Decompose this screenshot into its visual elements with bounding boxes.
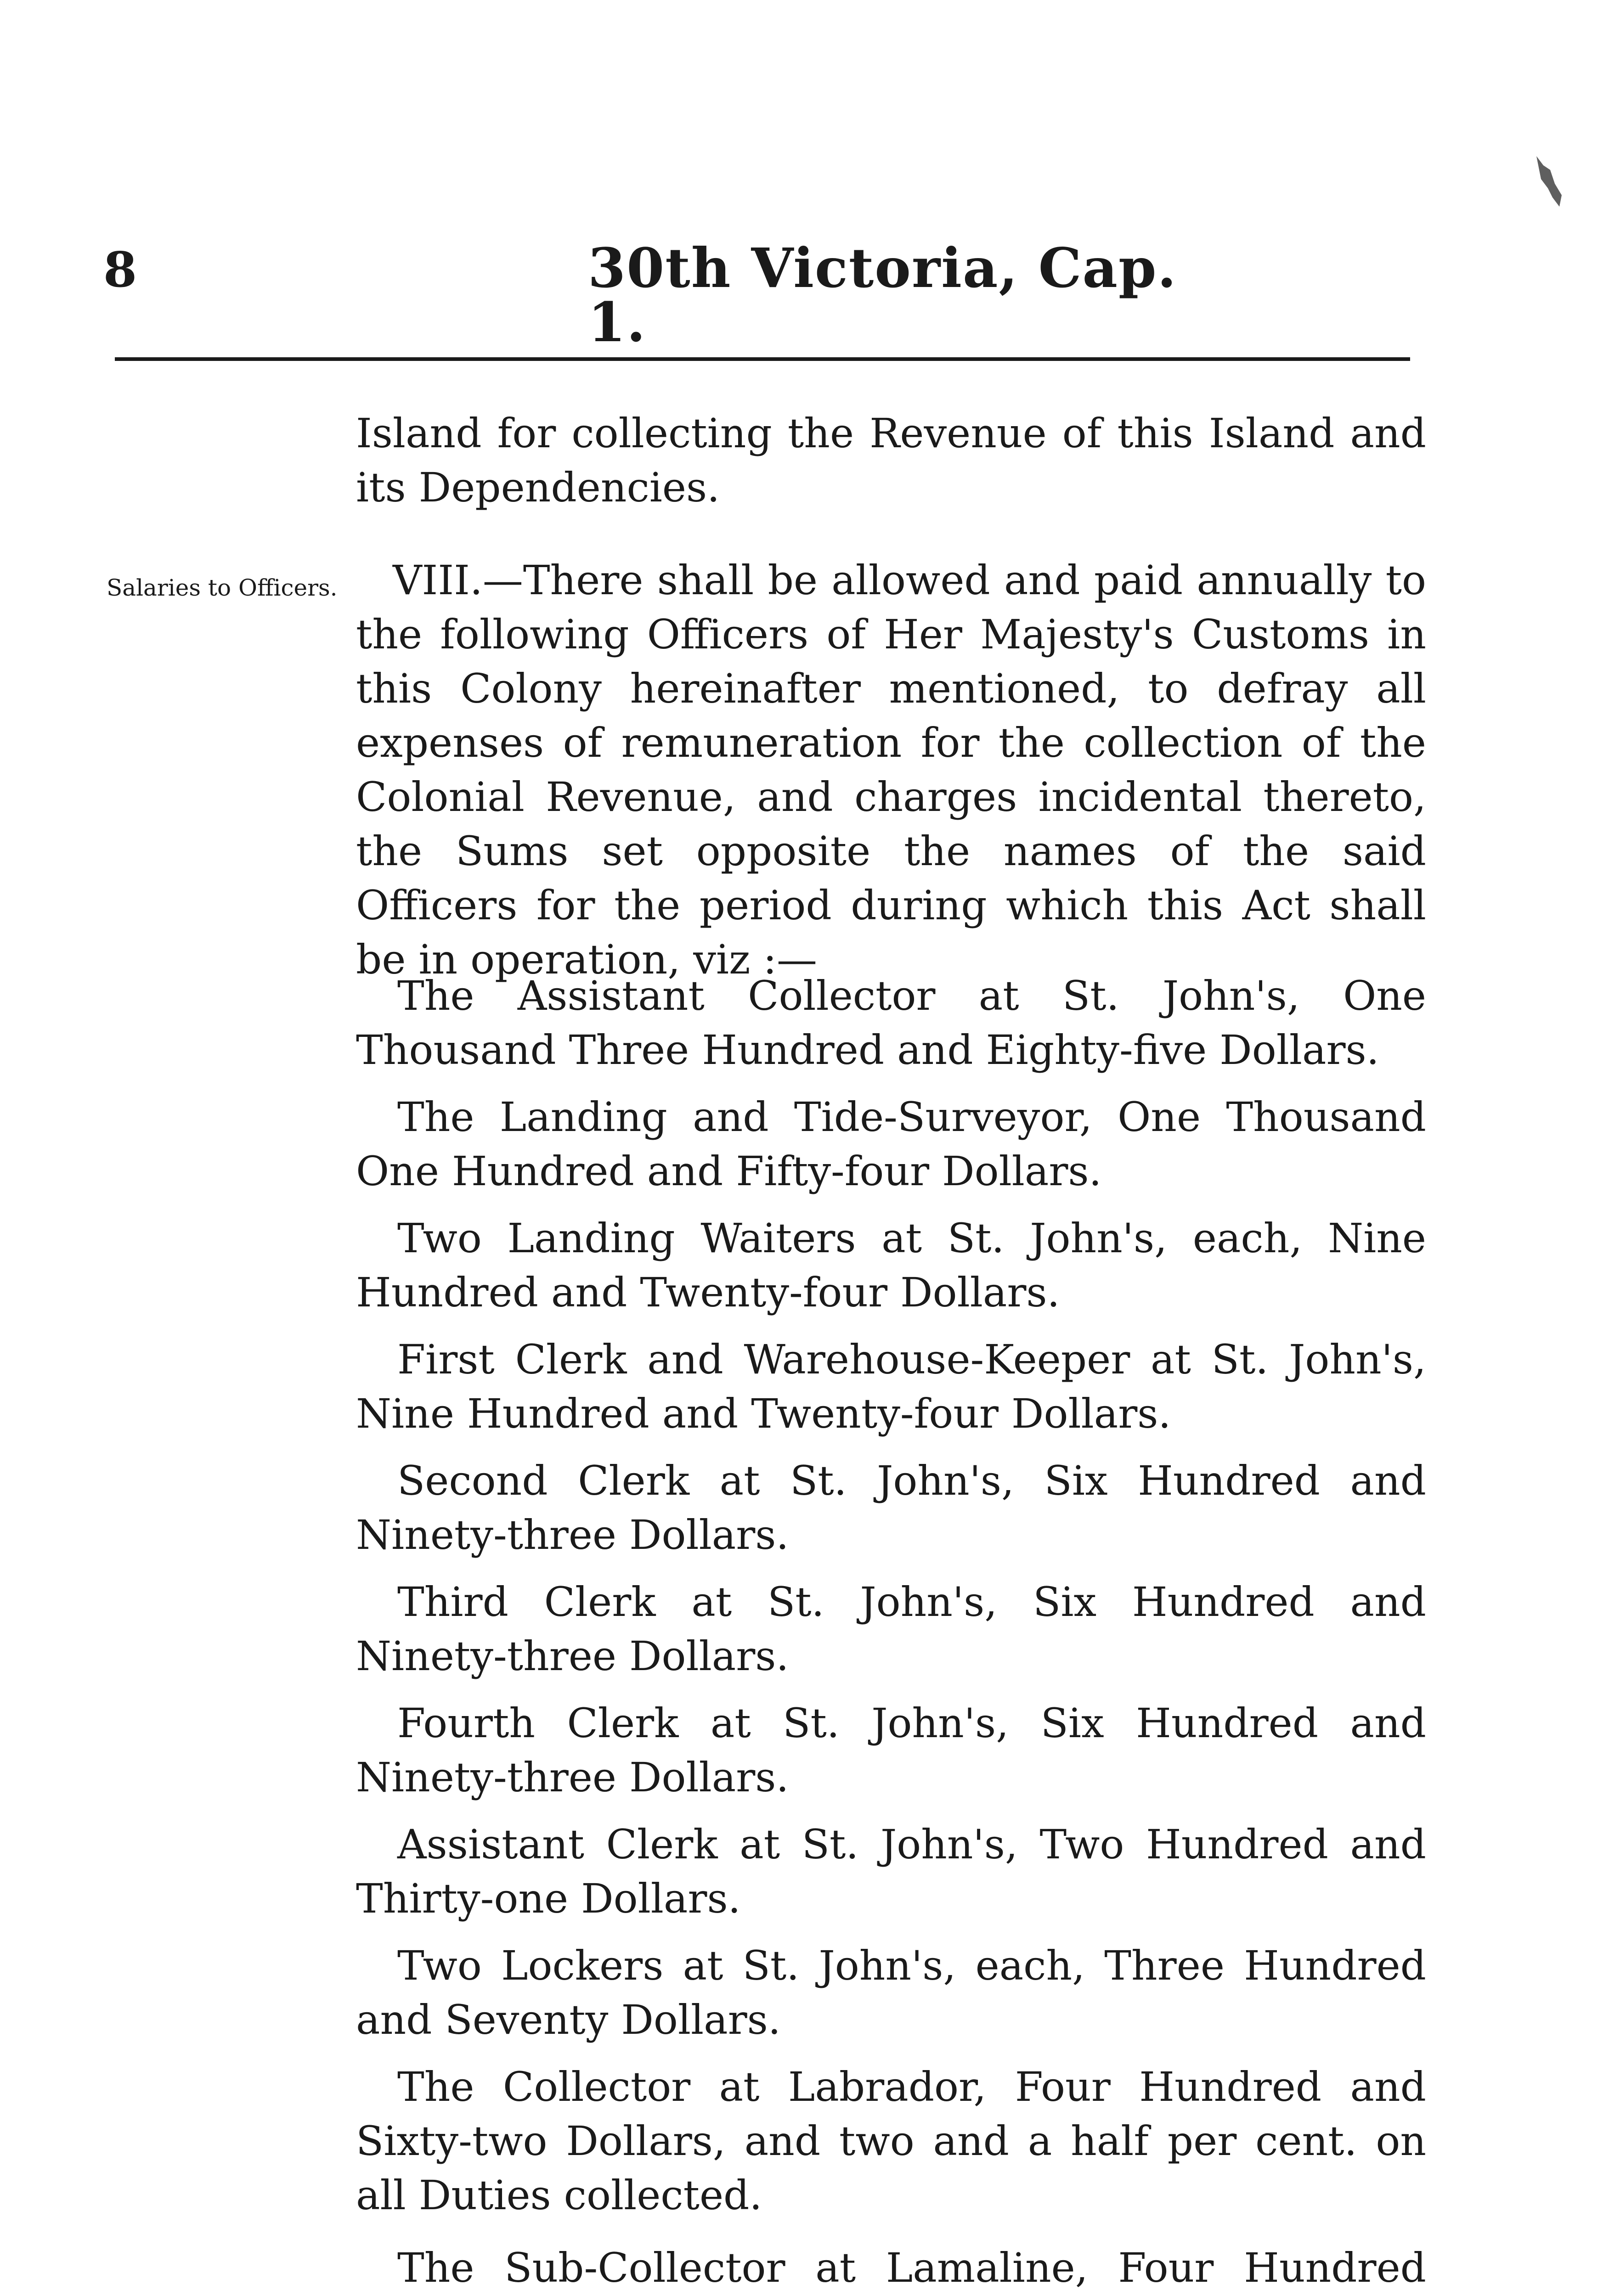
marginal-note: Salaries to Officers.	[107, 574, 338, 601]
list-item: First Clerk and Warehouse-Keeper at St. John's, Nine Hundred and Twenty-four Dollars.	[356, 1336, 1426, 1437]
list-item: The Collector at Labrador, Four Hundred and Sixty-two Dollars, and two and a half per cent. on all Duties collected.	[356, 2063, 1426, 2219]
continuation-paragraph	[356, 406, 1426, 515]
salary-list	[356, 969, 1426, 2296]
continuation-text: Island for collecting the Revenue of this Island and its Dependencies.	[356, 410, 1426, 511]
list-item: The Landing and Tide-Surveyor, One Thousand One Hundred and Fifty-four Dollars.	[356, 1093, 1426, 1195]
list-item: Third Clerk at St. John's, Six Hundred and Ninety-three Dollars.	[356, 1578, 1426, 1680]
section-viii	[356, 553, 1426, 987]
print-speck	[1527, 152, 1569, 220]
running-head: 30th Victoria, Cap. 1.	[588, 236, 1177, 354]
page-number: 8	[103, 241, 137, 298]
list-item: Fourth Clerk at St. John's, Six Hundred and Ninety-three Dollars.	[356, 1699, 1426, 1801]
list-item: The Assistant Collector at St. John's, One Thousand Three Hundred and Eighty-five Dollars.	[356, 972, 1426, 1074]
section-text: —There shall be allowed and paid annually to the following Officers of Her Majesty's Customs in this Colony hereinafter mentioned, to defray all expenses of remuneration for the collection of the Colonial Revenue, and charges incidental thereto, the Sums set opposite the names of the said Officers for the period during which this Act shall be in operation, viz :—	[356, 557, 1426, 983]
list-item: The Sub-Collector at Lamaline, Four Hundred	[397, 2244, 1426, 2291]
list-item: Two Landing Waiters at St. John's, each, Nine Hundred and Twenty-four Dollars.	[356, 1215, 1426, 1316]
list-item: Second Clerk at St. John's, Six Hundred and Ninety-three Dollars.	[356, 1457, 1426, 1559]
section-number: VIII.	[393, 557, 483, 604]
header-rule	[115, 357, 1410, 361]
list-item: Assistant Clerk at St. John's, Two Hundred and Thirty-one Dollars.	[356, 1821, 1426, 1922]
section-paragraph	[356, 553, 1426, 987]
list-item: Two Lockers at St. John's, each, Three Hundred and Seventy Dollars.	[356, 1942, 1426, 2043]
